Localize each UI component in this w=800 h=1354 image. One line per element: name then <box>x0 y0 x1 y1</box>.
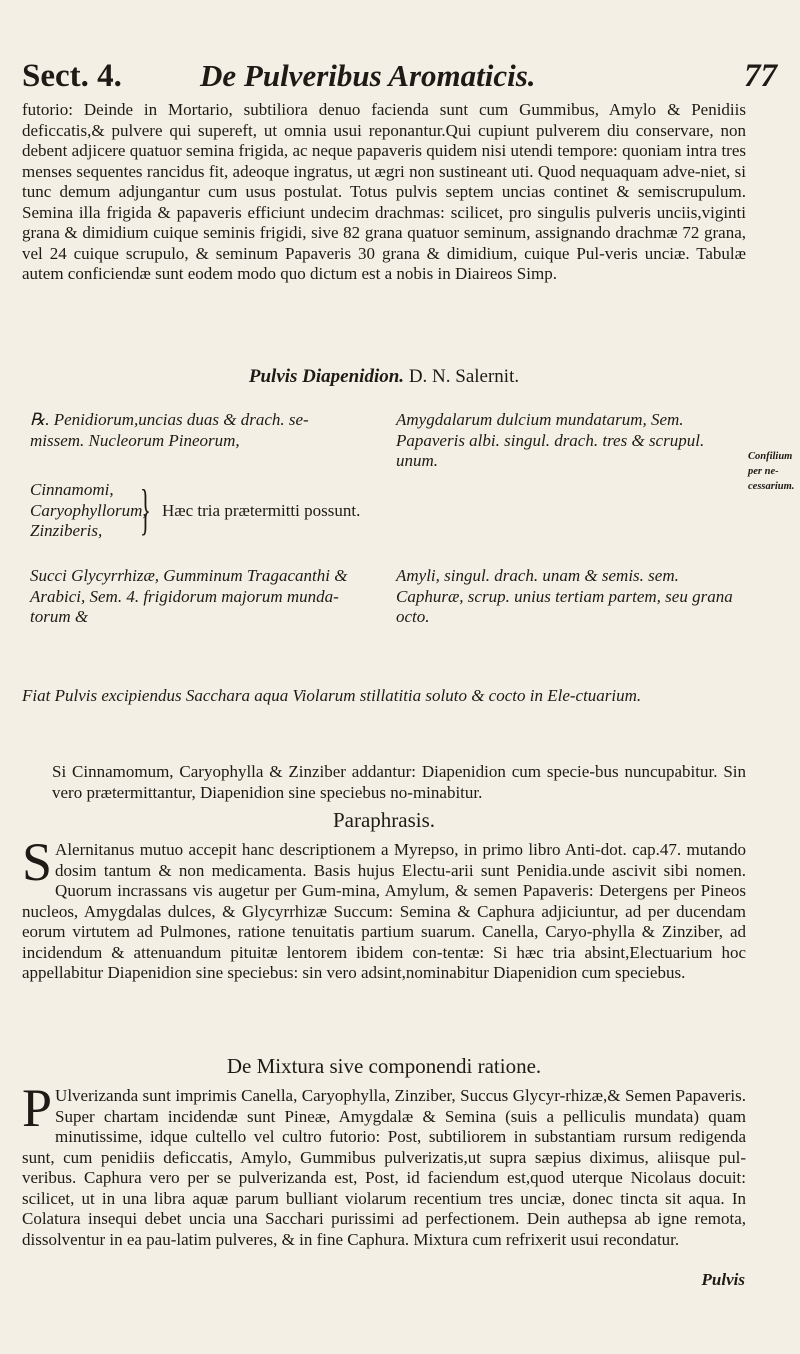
mixtura-heading: De Mixtura sive componendi ratione. <box>226 1054 542 1078</box>
recipe-left-bottom: Succi Glycyrrhizæ, Gumminum Tragacanthi & Arabici, Sem. 4. frigidorum majorum munda-torum & <box>30 566 348 626</box>
intro-text: futorio: Deinde in Mortario, subtiliora denuo facienda sunt cum Gummibus, Amylo & Penidiis deficcatis,& pulvere qui supereft, ut omnia usui reponantur.Qui cupiunt pulverem diu conservare, non debent adjicere quatuor semina frigida, ac neque papaveris quidem nisi utendi tempore: quoniam intra tres menses sequentes rancidus fit, adeoque ingratus, ut ægri non sustineant uti. Quod nequaquam adve-niet, si tunc demum adjungantur cum usus postulat. Totus pulvis septem uncias continet & semiscrupulum. Semina illa frigida & papaveris efficiunt undecim drachmas: scilicet, pro singulis pulveris unciis,viginti grana & dimidium cuique seminis frigidi, sive 82 grana quatuor seminum, assignando drachmæ 72 grana, vel 24 cuique scrupulo, & seminum Papaveris 30 grana & dimidium, cuique Pul-veris unciæ. Tabulæ autem conficiendæ sunt eodem modo quo dictum est a nobis in Diaireos Simp. <box>22 100 746 283</box>
paraphrasis-heading: Paraphrasis. <box>332 808 436 832</box>
note-paragraph <box>22 762 746 803</box>
recipe-block <box>22 410 746 740</box>
omit-note: Hæc tria prætermitti possunt. <box>162 501 361 520</box>
recipe-heading <box>22 366 746 388</box>
spice-list <box>30 480 147 542</box>
page-header <box>22 58 777 98</box>
paraphrasis-text: Alernitanus mutuo accepit hanc descriptionem a Myrepso, in primo libro Anti-dot. cap.47. mutando dosim tantum & non medicamenta. Basis hujus Electu-arii sunt Penidia.unde ascivit sibi nomen. Quorum incrassans vis augetur per Gum-mina, Amylum, & semen Papaveris: Detergens per Pineos nucleos, Amygdalas dulces, & Glycyrrhizæ Succum: Semina & Caphura adjiciuntur, ad per ducendam eorum virtutem ad Pulmones, ratione tenuitatis partium suarum. Canella, Caryo-phylla & Zinziber, ad incidendum & attenuandum pituitæ lentorem ibidem con-tentæ: Si hæc tria absint,Electuarium hoc appellabitur Diapenidion sine speciebus: sin vero adsint,nominabitur Diapenidion cum speciebus. <box>22 840 746 982</box>
drop-cap: P <box>22 1078 53 1138</box>
note-text: Si Cinnamomum, Caryophylla & Zinziber addantur: Diapenidion cum specie-bus nuncupabitur. Sin vero prætermittantur, Diapenidion sine speciebus no-minabitur. <box>52 762 746 802</box>
intro-paragraph <box>22 100 746 285</box>
spice-item: Zinziberis, <box>30 521 103 540</box>
page-number: 77 <box>744 58 777 94</box>
recipe-right-bottom: Amyli, singul. drach. unam & semis. sem. Caphuræ, scrup. unius tertiam partem, seu grana octo. <box>396 566 733 626</box>
paraphrasis-paragraph <box>22 832 746 984</box>
recipe-fiat: Fiat Pulvis excipiendus Sacchara aqua Violarum stillatitia soluto & cocto in Ele-ctuarium. <box>22 686 642 705</box>
spice-item: Caryophyllorum, <box>30 500 147 520</box>
mixtura-text: Ulverizanda sunt imprimis Canella, Caryophylla, Zinziber, Succus Glycyr-rhizæ,& Semen Papaveris. Super chartam incidendæ sunt Pineæ, Amygdalæ & Semina (suis a pelliculis mundata) quam minutissime, idque cultello vel cultro futorio: Post, subtiliorem in substantiam rursum redigenda sunt, cum penidiis deficcatis, Amylo, Gummibus pulverizatis,ut supra sæpius diximus, aliisque pul-veribus. Caphura vero per se pulverizanda est, Post, id faciendum est,quod uterque Nicolaus docuit: scilicet, ut in una libra aquæ parum bulliant violarum recentium tres unciæ, donec tincta sit aqua. In Colatura insequi debet uncia una Sacchari purissimi ad perfectionem. Dein authepsa ab igne remota, dissolventur in ea pau-latim pulveres, & in fine Caphura. Mixtura cum refrixerit usui recondatur. <box>22 1086 746 1249</box>
optional-spices-group <box>30 480 750 542</box>
section-label: Sect. 4. <box>22 58 122 94</box>
recipe-name: Pulvis Diapenidion. <box>248 366 405 387</box>
brace-glyph: } <box>140 479 151 541</box>
margin-note: Confilium per ne-cessarium. <box>748 451 795 492</box>
mixtura-paragraph <box>22 1078 746 1250</box>
running-title: De Pulveribus Aromaticis. <box>200 58 536 93</box>
recipe-right-top: Amygdalarum dulcium mundatarum, Sem. Papaveris albi. singul. drach. tres & scrupul. unum. <box>396 410 705 470</box>
catchword: Pulvis <box>701 1270 745 1289</box>
recipe-source: D. N. Salernit. <box>408 366 520 387</box>
drop-cap: S <box>22 832 53 892</box>
spice-item: Cinnamomi, <box>30 480 114 499</box>
recipe-left-top: ℞. Penidiorum,uncias duas & drach. se-missem. Nucleorum Pineorum, <box>30 410 309 450</box>
